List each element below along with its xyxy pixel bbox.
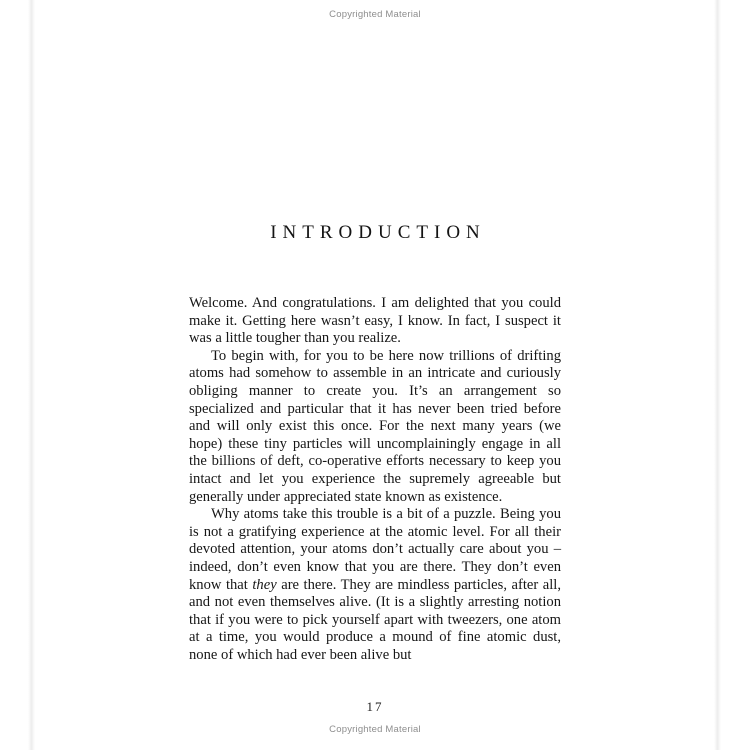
chapter-title: INTRODUCTION <box>270 222 486 243</box>
paragraph-3 <box>189 506 561 664</box>
body-text-column <box>189 295 561 664</box>
page-number: 17 <box>366 699 384 714</box>
page-edge-left-shadow <box>28 0 35 750</box>
paragraph-3-italic-word: they <box>252 576 277 593</box>
paragraph-1: Welcome. And congratulations. I am delighted that you could make it. Getting here wasn’t easy, I know. In fact, I suspect it was a little tougher than you realize. <box>189 295 561 347</box>
paragraph-2: To begin with, for you to be here now trillions of drifting atoms had somehow to assemble in an intricate and curiously obliging manner to create you. It’s an arrangement so specialized and particular that it has never been tried before and will only exist this once. For the next many years (we hope) these tiny particles will uncomplainingly engage in all the billions of deft, co-operative efforts necessary to keep you intact and let you experience the supremely agreeable but generally under appreciated state known as existence. <box>189 347 561 505</box>
copyright-notice-top: Copyrighted Material <box>329 9 421 20</box>
paragraph-3-text-before-italic: Why atoms take this trouble is a bit of a puzzle. Being you is not a gratifying experience at the atomic level. For all their devoted attention, your atoms don’t actually care about you – indeed, don’t even know that you are there. They don’t even know that <box>189 506 561 593</box>
paragraph-3-text-after-italic: are there. They are mindless particles, after all, and not even themselves alive. (It is a slightly arresting notion that if you were to pick yourself apart with tweezers, one atom at a time, you would produce a mound of fine atomic dust, none of which had ever been alive but <box>189 576 561 663</box>
copyright-notice-bottom: Copyrighted Material <box>329 724 421 735</box>
page-edge-right-shadow <box>714 0 721 750</box>
